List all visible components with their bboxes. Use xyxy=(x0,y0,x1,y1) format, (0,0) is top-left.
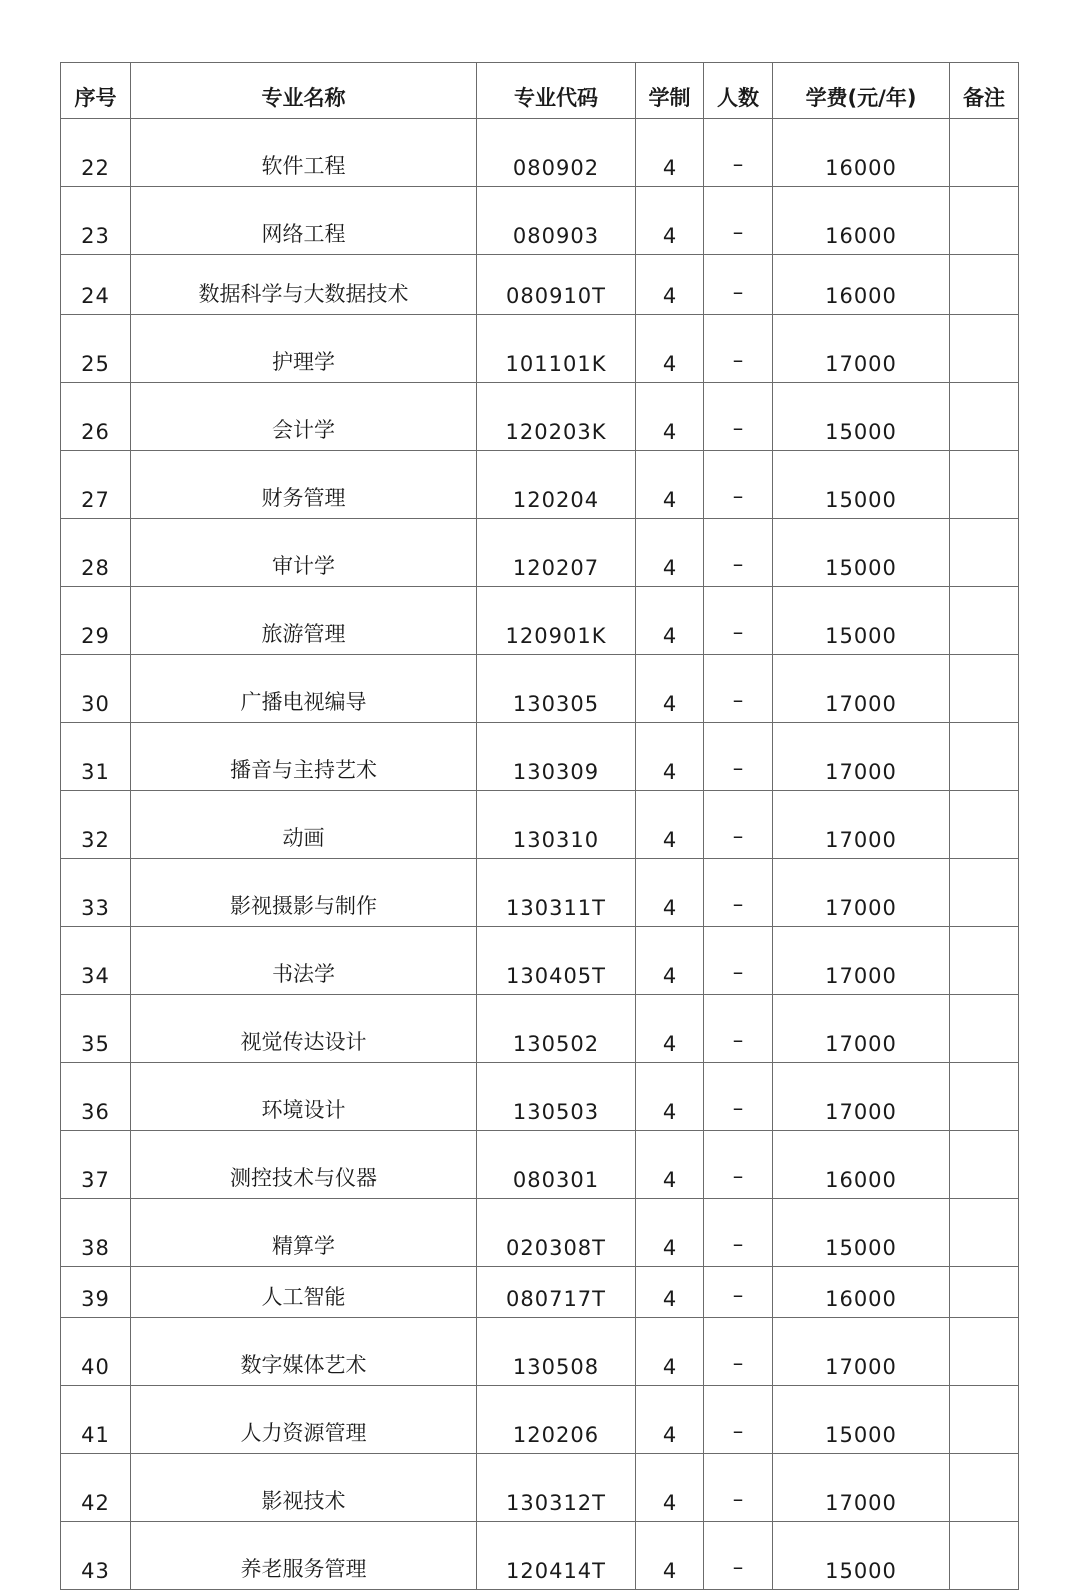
cell-years: 4 xyxy=(636,383,704,451)
majors-table xyxy=(60,62,1019,1590)
cell-index: 31 xyxy=(61,723,131,791)
cell-count-value: – xyxy=(732,348,744,372)
cell-count-value: – xyxy=(732,960,744,984)
cell-fee: 17000 xyxy=(773,723,950,791)
cell-major-code: 130502 xyxy=(477,995,636,1063)
cell-major-name: 播音与主持艺术 xyxy=(131,723,477,791)
cell-index: 42 xyxy=(61,1454,131,1522)
table-row xyxy=(61,723,1019,791)
cell-note xyxy=(950,723,1019,791)
cell-count-value: – xyxy=(732,1487,744,1511)
cell-index: 27 xyxy=(61,451,131,519)
table-row xyxy=(61,315,1019,383)
cell-major-code: 130508 xyxy=(477,1318,636,1386)
cell-index: 37 xyxy=(61,1131,131,1199)
cell-index: 33 xyxy=(61,859,131,927)
header-row xyxy=(61,63,1019,119)
cell-major-code: 120901K xyxy=(477,587,636,655)
cell-count xyxy=(704,451,773,519)
cell-count xyxy=(704,723,773,791)
table-row xyxy=(61,1131,1019,1199)
cell-count xyxy=(704,1199,773,1267)
cell-note xyxy=(950,255,1019,315)
table-row xyxy=(61,1454,1019,1522)
cell-fee: 17000 xyxy=(773,927,950,995)
cell-index: 36 xyxy=(61,1063,131,1131)
header-count: 人数 xyxy=(704,63,773,119)
cell-count-value: – xyxy=(732,1419,744,1443)
cell-count xyxy=(704,1131,773,1199)
cell-years: 4 xyxy=(636,723,704,791)
cell-count-value: – xyxy=(732,280,744,304)
cell-years: 4 xyxy=(636,519,704,587)
cell-count-value: – xyxy=(732,416,744,440)
cell-major-name: 测控技术与仪器 xyxy=(131,1131,477,1199)
cell-years: 4 xyxy=(636,255,704,315)
cell-note xyxy=(950,927,1019,995)
cell-index: 34 xyxy=(61,927,131,995)
table-row xyxy=(61,791,1019,859)
cell-index: 25 xyxy=(61,315,131,383)
table-row xyxy=(61,995,1019,1063)
cell-index: 22 xyxy=(61,119,131,187)
cell-major-name: 审计学 xyxy=(131,519,477,587)
cell-major-name: 网络工程 xyxy=(131,187,477,255)
cell-count xyxy=(704,995,773,1063)
cell-count xyxy=(704,315,773,383)
header-name: 专业名称 xyxy=(131,63,477,119)
cell-fee: 17000 xyxy=(773,1454,950,1522)
cell-index: 30 xyxy=(61,655,131,723)
cell-index: 24 xyxy=(61,255,131,315)
cell-major-code: 080910T xyxy=(477,255,636,315)
cell-count-value: – xyxy=(732,824,744,848)
cell-major-code: 120206 xyxy=(477,1386,636,1454)
table-row xyxy=(61,859,1019,927)
cell-count xyxy=(704,383,773,451)
cell-major-code: 130312T xyxy=(477,1454,636,1522)
cell-major-code: 120203K xyxy=(477,383,636,451)
cell-years: 4 xyxy=(636,995,704,1063)
table-row xyxy=(61,1199,1019,1267)
header-index: 序号 xyxy=(61,63,131,119)
cell-fee: 16000 xyxy=(773,119,950,187)
cell-major-code: 130311T xyxy=(477,859,636,927)
cell-fee: 15000 xyxy=(773,451,950,519)
cell-index: 43 xyxy=(61,1522,131,1590)
cell-note xyxy=(950,1199,1019,1267)
cell-major-name: 人工智能 xyxy=(131,1267,477,1318)
cell-major-code: 130503 xyxy=(477,1063,636,1131)
cell-years: 4 xyxy=(636,1318,704,1386)
cell-years: 4 xyxy=(636,1131,704,1199)
cell-count xyxy=(704,187,773,255)
cell-count xyxy=(704,519,773,587)
cell-major-name: 环境设计 xyxy=(131,1063,477,1131)
cell-major-name: 会计学 xyxy=(131,383,477,451)
table-row xyxy=(61,1267,1019,1318)
cell-years: 4 xyxy=(636,1386,704,1454)
cell-major-code: 101101K xyxy=(477,315,636,383)
cell-major-code: 080903 xyxy=(477,187,636,255)
cell-note xyxy=(950,519,1019,587)
cell-count-value: – xyxy=(732,1232,744,1256)
cell-fee: 17000 xyxy=(773,859,950,927)
cell-count-value: – xyxy=(732,688,744,712)
cell-years: 4 xyxy=(636,1063,704,1131)
cell-fee: 16000 xyxy=(773,1131,950,1199)
cell-index: 40 xyxy=(61,1318,131,1386)
cell-count-value: – xyxy=(732,892,744,916)
cell-note xyxy=(950,451,1019,519)
table-row xyxy=(61,451,1019,519)
cell-note xyxy=(950,859,1019,927)
cell-fee: 17000 xyxy=(773,791,950,859)
cell-major-code: 130405T xyxy=(477,927,636,995)
cell-major-name: 影视摄影与制作 xyxy=(131,859,477,927)
cell-fee: 15000 xyxy=(773,519,950,587)
cell-major-name: 影视技术 xyxy=(131,1454,477,1522)
cell-fee: 15000 xyxy=(773,1522,950,1590)
table-row xyxy=(61,383,1019,451)
table-row xyxy=(61,255,1019,315)
cell-count xyxy=(704,927,773,995)
cell-note xyxy=(950,791,1019,859)
cell-years: 4 xyxy=(636,1522,704,1590)
cell-years: 4 xyxy=(636,655,704,723)
cell-major-code: 120414T xyxy=(477,1522,636,1590)
cell-fee: 15000 xyxy=(773,1199,950,1267)
cell-count-value: – xyxy=(732,1555,744,1579)
cell-count-value: – xyxy=(732,484,744,508)
cell-major-name: 书法学 xyxy=(131,927,477,995)
table-row xyxy=(61,1386,1019,1454)
cell-major-name: 人力资源管理 xyxy=(131,1386,477,1454)
table-body xyxy=(61,119,1019,1590)
cell-count xyxy=(704,1522,773,1590)
cell-fee: 16000 xyxy=(773,1267,950,1318)
cell-major-code: 120204 xyxy=(477,451,636,519)
table-header xyxy=(61,63,1019,119)
cell-major-code: 080902 xyxy=(477,119,636,187)
cell-count xyxy=(704,119,773,187)
cell-years: 4 xyxy=(636,859,704,927)
cell-count-value: – xyxy=(732,1028,744,1052)
cell-fee: 17000 xyxy=(773,1318,950,1386)
cell-count xyxy=(704,587,773,655)
cell-count xyxy=(704,1386,773,1454)
cell-major-code: 130305 xyxy=(477,655,636,723)
cell-major-name: 养老服务管理 xyxy=(131,1522,477,1590)
header-code: 专业代码 xyxy=(477,63,636,119)
table-row xyxy=(61,187,1019,255)
cell-note xyxy=(950,315,1019,383)
header-years: 学制 xyxy=(636,63,704,119)
cell-years: 4 xyxy=(636,451,704,519)
table-row xyxy=(61,1318,1019,1386)
cell-note xyxy=(950,587,1019,655)
table-row xyxy=(61,1522,1019,1590)
cell-count-value: – xyxy=(732,1283,744,1307)
cell-fee: 15000 xyxy=(773,587,950,655)
header-note: 备注 xyxy=(950,63,1019,119)
cell-index: 39 xyxy=(61,1267,131,1318)
cell-major-name: 护理学 xyxy=(131,315,477,383)
cell-years: 4 xyxy=(636,1454,704,1522)
cell-fee: 17000 xyxy=(773,655,950,723)
cell-index: 29 xyxy=(61,587,131,655)
table-row xyxy=(61,519,1019,587)
cell-count-value: – xyxy=(732,1164,744,1188)
cell-note xyxy=(950,1063,1019,1131)
cell-fee: 17000 xyxy=(773,1063,950,1131)
cell-count-value: – xyxy=(732,1096,744,1120)
cell-count xyxy=(704,655,773,723)
cell-years: 4 xyxy=(636,187,704,255)
cell-count xyxy=(704,1063,773,1131)
cell-years: 4 xyxy=(636,1267,704,1318)
cell-note xyxy=(950,1522,1019,1590)
table-row xyxy=(61,587,1019,655)
cell-note xyxy=(950,1386,1019,1454)
cell-fee: 17000 xyxy=(773,315,950,383)
cell-count xyxy=(704,1267,773,1318)
table-row xyxy=(61,655,1019,723)
cell-years: 4 xyxy=(636,1199,704,1267)
cell-count-value: – xyxy=(732,220,744,244)
cell-major-code: 130310 xyxy=(477,791,636,859)
cell-major-name: 广播电视编导 xyxy=(131,655,477,723)
cell-fee: 16000 xyxy=(773,255,950,315)
cell-major-code: 020308T xyxy=(477,1199,636,1267)
cell-note xyxy=(950,1454,1019,1522)
cell-note xyxy=(950,383,1019,451)
cell-major-name: 数字媒体艺术 xyxy=(131,1318,477,1386)
cell-note xyxy=(950,995,1019,1063)
cell-years: 4 xyxy=(636,119,704,187)
cell-major-name: 动画 xyxy=(131,791,477,859)
cell-major-code: 120207 xyxy=(477,519,636,587)
cell-major-name: 财务管理 xyxy=(131,451,477,519)
cell-major-code: 080717T xyxy=(477,1267,636,1318)
cell-years: 4 xyxy=(636,587,704,655)
cell-note xyxy=(950,1131,1019,1199)
cell-index: 35 xyxy=(61,995,131,1063)
cell-fee: 16000 xyxy=(773,187,950,255)
cell-note xyxy=(950,1267,1019,1318)
cell-index: 23 xyxy=(61,187,131,255)
cell-count-value: – xyxy=(732,1351,744,1375)
cell-count xyxy=(704,255,773,315)
cell-major-name: 旅游管理 xyxy=(131,587,477,655)
header-fee: 学费(元/年) xyxy=(773,63,950,119)
cell-index: 38 xyxy=(61,1199,131,1267)
cell-fee: 15000 xyxy=(773,1386,950,1454)
cell-index: 32 xyxy=(61,791,131,859)
cell-years: 4 xyxy=(636,927,704,995)
cell-count-value: – xyxy=(732,152,744,176)
cell-note xyxy=(950,119,1019,187)
cell-fee: 17000 xyxy=(773,995,950,1063)
cell-count xyxy=(704,1318,773,1386)
cell-count-value: – xyxy=(732,552,744,576)
cell-note xyxy=(950,1318,1019,1386)
cell-major-name: 精算学 xyxy=(131,1199,477,1267)
cell-major-code: 080301 xyxy=(477,1131,636,1199)
cell-years: 4 xyxy=(636,315,704,383)
table-row xyxy=(61,927,1019,995)
cell-count-value: – xyxy=(732,756,744,780)
cell-major-code: 130309 xyxy=(477,723,636,791)
cell-index: 28 xyxy=(61,519,131,587)
cell-fee: 15000 xyxy=(773,383,950,451)
cell-index: 26 xyxy=(61,383,131,451)
cell-note xyxy=(950,187,1019,255)
cell-count xyxy=(704,1454,773,1522)
cell-major-name: 数据科学与大数据技术 xyxy=(131,255,477,315)
cell-note xyxy=(950,655,1019,723)
table-row xyxy=(61,119,1019,187)
table-row xyxy=(61,1063,1019,1131)
cell-major-name: 视觉传达设计 xyxy=(131,995,477,1063)
cell-index: 41 xyxy=(61,1386,131,1454)
cell-major-name: 软件工程 xyxy=(131,119,477,187)
cell-years: 4 xyxy=(636,791,704,859)
cell-count xyxy=(704,791,773,859)
cell-count-value: – xyxy=(732,620,744,644)
cell-count xyxy=(704,859,773,927)
